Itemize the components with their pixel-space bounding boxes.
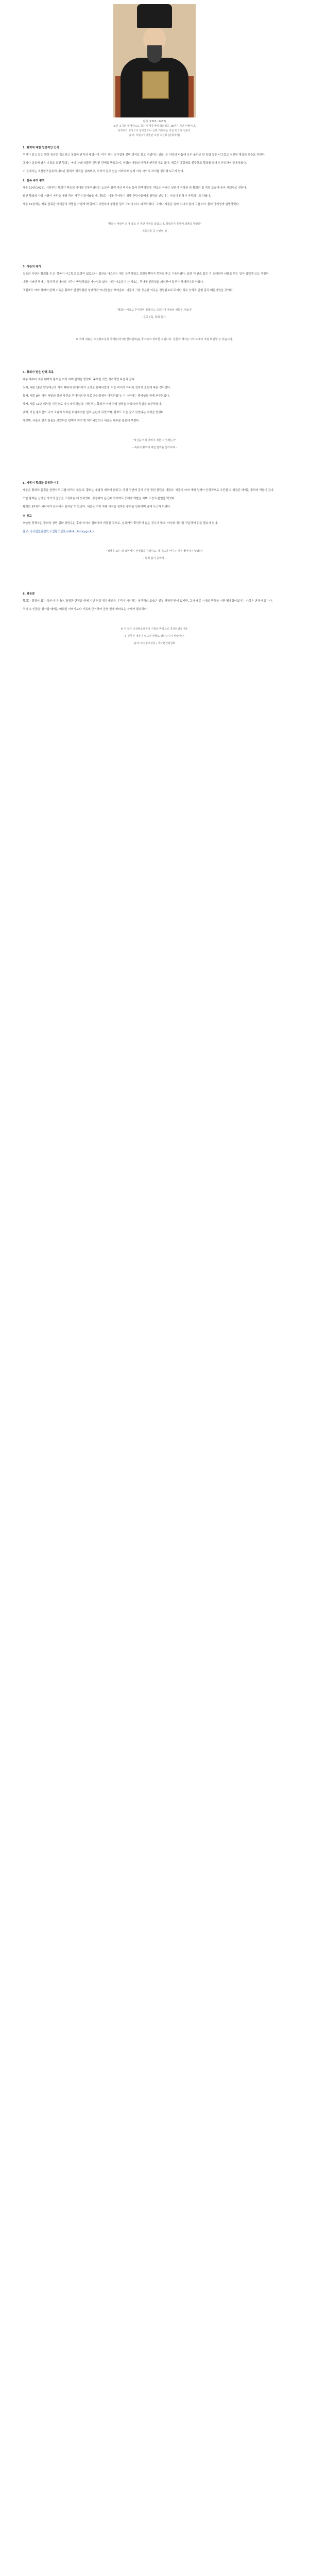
article-body	[23, 591, 286, 612]
portrait-image	[113, 4, 196, 117]
note-heading: ※ 참고	[23, 515, 32, 518]
quote-text: "황희는 재상이 되어 몇십 년 동안 정권을 잡았으나, 청렴하지 못하여 뇌물을 받았다"	[107, 223, 202, 226]
caption-line: 출처: 국립고궁박물관 소장 초상화 (문화재청)	[129, 134, 180, 137]
closing-line: ※ 이 글은 조선왕조실록의 기록을 바탕으로 작성되었습니다.	[121, 628, 188, 631]
section-heading: 3. 사관의 평가	[23, 265, 41, 268]
paragraph: 오늘날 전해지는 황희의 청빈 일화 상당수는 후대 야사나 설화에서 비롯된 것으로, 실록에서 확인되지 않는 경우가 많다. 야사와 정사를 구분하여 읽을 필요가 있다.	[23, 522, 218, 525]
paragraph: 다만 이러한 평가는 정치적 반대파의 시각이 반영되었을 가능성도 있다. 사관 이호문이 쓴 사초는 후대에 신뢰성을 의심받아 일부가 삭제되기도 하였다.	[23, 281, 204, 284]
closing-line: ※ 잘못된 내용이 있으면 댓글로 알려주시기 바랍니다.	[124, 635, 185, 638]
reference-link[interactable]: 참고: 국사편찬위원회 조선왕조실록 (sillok.history.go.kr)	[23, 530, 94, 533]
paragraph: 실록의 사관은 황희를 두고 '성품이 너그럽고 도량이 넓었으나, 집안을 다스리는 데는 부족하였고 청렴결백하지 못하였다'고 기록하였다. 또한 '정권을 잡은 지 오래되어 뇌물을 받는 일이 있었다'고도 적었다.	[23, 273, 270, 276]
source-line: 출처: 조선왕조실록 / 국사편찬위원회	[133, 642, 176, 645]
article-page	[0, 4, 309, 2576]
paragraph: 그러나 실록에 남은 기록을 보면 황희는 여러 차례 뇌물과 관련된 탄핵을 받았으며, 사위와 아들의 비리에 연루되기도 했다. 세종은 그럼에도 불구하고 황희를 끝까지 신임하여 중용하였다.	[23, 162, 247, 165]
paragraph: 역사 속 인물을 평가할 때에는 미화된 이미지보다 기록에 근거하여 균형 있게 바라보는 자세가 필요하다.	[23, 608, 148, 611]
paragraph: 그럼에도 여러 차례의 탄핵 기록은 황희가 완전무결한 청백리가 아니었음을 보여준다. 세종이 그를 중용한 이유는 청렴함보다 뛰어난 정무 능력과 균형 감각 때문이었을 것이다.	[23, 289, 234, 292]
paragraph: 세종 10년(1428), 사헌부는 황희가 박포의 아내와 간통하였다는 소문과 함께 여러 비리를 들어 탄핵하였다. 박포의 아내는 남편이 처형된 뒤 황희의 집 마당 토굴에 숨어 지냈다고 전한다.	[23, 187, 247, 190]
paragraph: 셋째, 세종 12년 태석균 사건으로 다시 파직되었다. 사헌부는 황희가 여러 차례 청탁을 하였다며 엄벌을 요구하였다.	[23, 403, 162, 406]
quote-block	[0, 308, 309, 320]
quote-block	[0, 438, 309, 450]
beard	[147, 45, 162, 63]
section-heading: 4. 황희가 받은 탄핵 목록	[23, 371, 54, 374]
quote-source: - 황희 졸기 중에서 -	[143, 557, 166, 560]
quote-source: - 문종실록, 황희 졸기 -	[141, 316, 168, 319]
paragraph: 첫째, 태종 18년 양녕대군의 세자 폐위에 반대하다가 교하로 유배되었다. 이는 비리가 아니라 정치적 소신에 따른 것이었다.	[23, 386, 171, 389]
quote-source: - 세종이 황희에 대한 탄핵을 물리치며 -	[132, 446, 177, 449]
caption-line: 황희 (1363~1452)	[143, 120, 166, 123]
paragraph: 둘째, 세종 8년 사위 서달의 살인 사건을 무마하려 한 일로 좌의정에서 파직되었다. 이 사건에는 맹사성도 함께 연루되었다.	[23, 395, 170, 398]
paragraph: 세종은 황희의 흠결을 알면서도 그를 버리지 않았다. 황희는 예법과 제도에 밝았고, 국정 전반에 걸쳐 균형 잡힌 판단을 내렸다. 세종의 여러 개혁 정책이 안정적으로 추진될 수 있었던 데에는 황희의 역할이 컸다.	[23, 489, 274, 492]
hat	[137, 4, 172, 28]
closing-notes	[0, 627, 309, 646]
article-body	[23, 145, 286, 207]
paragraph: 우리가 알고 있는 황희 정승은 검소하고 청렴한 관리의 대명사다. 비가 새는 초가집에 살며 멍석을 깔고 지냈다는 일화, 두 여종의 다툼에 모두 옳다고 한 일화 등은 너그럽고 청빈한 재상의 모습을 전한다.	[23, 154, 266, 157]
quote-source: - 세종실록 중 사관의 평 -	[140, 230, 169, 233]
paragraph: 또한 황희는 신하들 사이의 갈등을 조정하는 데 능하였다. 강경파와 온건파 사이에서 중재자 역할을 하며 조정의 분열을 막았다.	[23, 497, 176, 500]
rank-badge	[142, 71, 169, 99]
quote-block	[0, 549, 309, 561]
quote-block	[0, 222, 309, 234]
caption-line: 조선 초기의 명재상으로 꼽히며 세종대에 영의정을 18년간 지낸 인물이다.	[113, 125, 196, 128]
paragraph: 이 글에서는 조선왕조실록에 나타난 황희의 행적을 살펴보고, 우리가 알고 있는 이미지와 실제 기록 사이의 차이를 정리해 보고자 한다.	[23, 170, 184, 173]
quote-text: "정사를 보는 데 있어서는 관대함을 숭상하고, 옛 제도를 바꾸는 것을 좋아하지 않았다"	[106, 550, 203, 553]
article-body	[23, 481, 286, 534]
paragraph: 넷째, 아들 황치신이 국가 소유의 토지를 바꿔치기한 일로 논란이 되었으며, 황희도 이를 알고 있었다는 지적을 받았다.	[23, 411, 165, 414]
section-heading: 2. 실록 속의 황희	[23, 179, 45, 182]
section-heading: 1. 황희에 대한 일반적인 인식	[23, 146, 59, 149]
reference-note: ※ 아래 내용은 조선왕조실록 국역본(국사편찬위원회)을 참고하여 정리한 것입니다. 원문과 해석은 사이트에서 직접 확인할 수 있습니다.	[76, 338, 233, 341]
article-body	[23, 370, 286, 423]
section-heading: 6. 맺음말	[23, 592, 35, 596]
caption-line: 청백리의 표상으로 알려졌으나 실제 기록에는 다른 면모가 전한다.	[117, 129, 192, 132]
quote-text: "황희는 어질고 후덕하며 침착하고 신중하여 재상의 체통을 지녔다"	[116, 309, 193, 312]
article-body	[23, 264, 286, 293]
paragraph: 태종 때부터 세종 때까지 황희는 여러 차례 탄핵을 받았다. 주요한 것만 정리하면 다음과 같다.	[23, 378, 135, 381]
image-caption	[15, 120, 294, 138]
paragraph: 세종 12년에는 제주 감목관 태석균의 처벌을 가볍게 해 달라고 사헌부에 청탁한 일이 드러나 다시 파직되었다. 그러나 세종은 얼마 지나지 않아 그를 다시 불러 영의정에 임명하였다.	[23, 203, 240, 206]
quote-text: "대신을 어찌 가벼이 죄줄 수 있겠는가"	[132, 439, 177, 442]
paragraph: 다섯째, 뇌물로 말과 물품을 받았다는 탄핵이 여러 번 제기되었으나 세종은 대부분 불문에 부쳤다.	[23, 419, 140, 422]
paragraph: 또한 황희의 사위 서달이 아전을 때려 죽인 사건이 일어났을 때, 황희는 이를 무마하기 위해 관련자들에게 청탁을 넣었다는 사실이 밝혀져 파직되기도 하였다.	[23, 195, 211, 198]
paragraph: 황희는 87세가 되어서야 관직에서 물러날 수 있었다. 세종은 여러 차례 사직을 청하는 황희를 만류하며 곁에 두고자 하였다.	[23, 505, 171, 509]
section-heading: 5. 세종이 황희를 중용한 이유	[23, 482, 59, 485]
paragraph: 황희는 결점이 없는 성인이 아니라, 장점과 단점을 함께 지닌 현실 정치가였다. 우리가 기억하는 청백리의 모습은 일부 과장된 면이 있지만, 그가 세종 시대의 번영을 이끈 명재상이었다는 사실은 변하지 않는다.	[23, 600, 273, 603]
